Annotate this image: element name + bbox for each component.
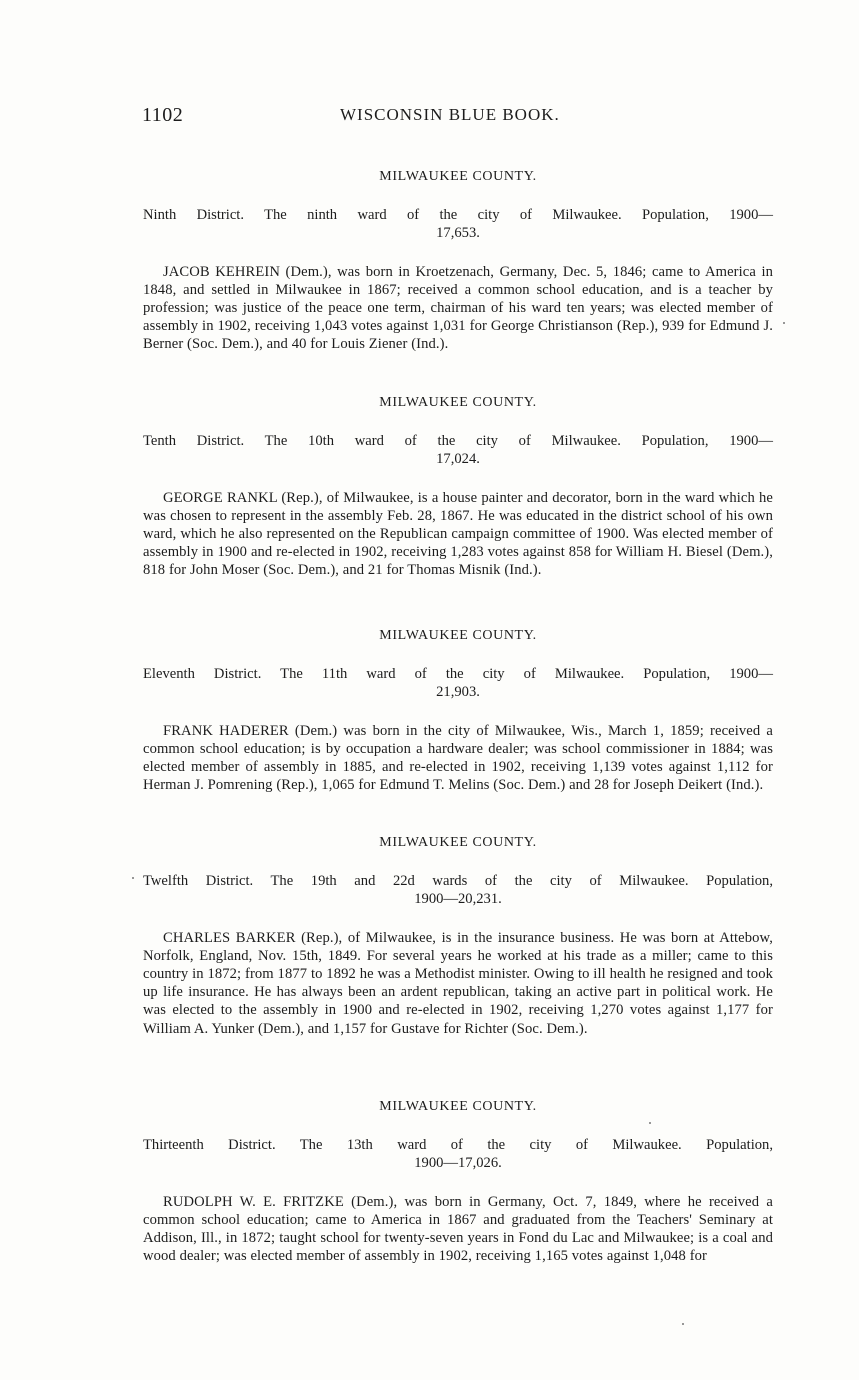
district-line-2: 1900—17,026. [414, 1155, 502, 1172]
district-description [143, 1136, 773, 1172]
county-heading: MILWAUKEE COUNTY. [379, 1099, 537, 1114]
scan-speck [783, 322, 785, 324]
district-line-2: 21,903. [436, 684, 480, 701]
district-line-2: 1900—20,231. [414, 891, 502, 908]
member-biography: GEORGE RANKL (Rep.), of Milwaukee, is a house painter and decorator, born in the ward which he was chosen to represent in the assembly Feb. 28, 1867. He was educated in the district school of his own ward, which he also represented on the Republican campaign committee of 1900. Was elected member of assembly in 1900 and re-elected in 1902, receiving 1,283 votes against 858 for William H. Biesel (Dem.), 818 for John Moser (Soc. Dem.), and 21 for Thomas Misnik (Ind.). [143, 489, 773, 579]
scan-speck [132, 877, 134, 879]
member-biography: CHARLES BARKER (Rep.), of Milwaukee, is in the insurance business. He was born at Attebow, Norfolk, England, Nov. 15th, 1849. For several years he worked at his trade as a miller; came to this country in 1872; from 1877 to 1892 he was a Methodist minister. Owing to ill health he resigned and took up life insurance. He has always been an ardent republican, taking an active part in political work. He was elected to the assembly in 1900 and re-elected in 1902, receiving 1,270 votes against 1,177 for William A. Yunker (Dem.), and 1,157 for Gustave for Richter (Soc. Dem.). [143, 929, 773, 1037]
district-description [143, 665, 773, 701]
member-biography: JACOB KEHREIN (Dem.), was born in Kroetzenach, Germany, Dec. 5, 1846; came to America in 1848, and settled in Milwaukee in 1867; received a common school education, and is a teacher by profession; was justice of the peace one term, chairman of his ward ten years; was elected member of assembly in 1902, receiving 1,043 votes against 1,031 for George Christianson (Rep.), 939 for Edmund J. Berner (Soc. Dem.), and 40 for Louis Ziener (Ind.). [143, 263, 773, 353]
county-heading: MILWAUKEE COUNTY. [379, 395, 537, 410]
county-heading: MILWAUKEE COUNTY. [379, 169, 537, 184]
section-tenth-district [143, 394, 773, 580]
district-description [143, 432, 773, 468]
member-biography: FRANK HADERER (Dem.) was born in the city of Milwaukee, Wis., March 1, 1859; received a common school education; is by occupation a hardware dealer; was school commissioner in 1884; was elected member of assembly in 1885, and re-elected in 1902, receiving 1,139 votes against 1,112 for Herman J. Pomrening (Rep.), 1,065 for Edmund T. Melins (Soc. Dem.) and 28 for Joseph Deikert (Ind.). [143, 722, 773, 794]
section-eleventh-district [143, 627, 773, 794]
county-heading: MILWAUKEE COUNTY. [379, 835, 537, 850]
district-line-1: Ninth District. The ninth ward of the city of Milwaukee. Population, 1900— [143, 207, 773, 224]
scan-speck [649, 1122, 651, 1124]
page-header [142, 104, 772, 128]
county-heading: MILWAUKEE COUNTY. [379, 628, 537, 643]
district-line-2: 17,024. [436, 451, 480, 468]
district-description [143, 206, 773, 242]
page-number: 1102 [142, 104, 184, 126]
section-thirteenth-district [143, 1098, 773, 1265]
running-title: WISCONSIN BLUE BOOK. [340, 105, 560, 124]
district-line-1: Eleventh District. The 11th ward of the city of Milwaukee. Population, 1900— [143, 666, 773, 683]
district-line-1: Thirteenth District. The 13th ward of the city of Milwaukee. Population, [143, 1137, 773, 1154]
district-line-2: 17,653. [436, 225, 480, 242]
member-biography: RUDOLPH W. E. FRITZKE (Dem.), was born in Germany, Oct. 7, 1849, where he received a common school education; came to America in 1867 and graduated from the Teachers' Seminary at Addison, Ill., in 1872; taught school for twenty-seven years in Fond du Lac and Milwaukee; is a coal and wood dealer; was elected member of assembly in 1902, receiving 1,165 votes against 1,048 for [143, 1193, 773, 1265]
district-line-1: Twelfth District. The 19th and 22d wards of the city of Milwaukee. Population, [143, 873, 773, 890]
district-line-1: Tenth District. The 10th ward of the city of Milwaukee. Population, 1900— [143, 433, 773, 450]
section-ninth-district [143, 168, 773, 354]
district-description [143, 872, 773, 908]
scan-speck [682, 1323, 684, 1325]
section-twelfth-district [143, 834, 773, 1038]
